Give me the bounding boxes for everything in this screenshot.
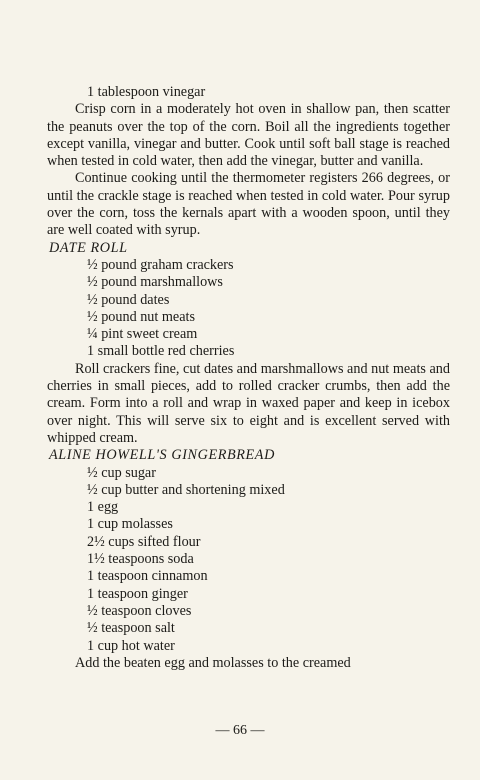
recipe-title-gingerbread: ALINE HOWELL'S GINGERBREAD bbox=[49, 447, 275, 464]
ingredient-line: ½ pound dates bbox=[87, 291, 170, 308]
brittle-directions-paragraph: Crisp corn in a moderately hot oven in shallow pan, then scatter the peanuts over the top of the corn. Boil all the ingredients together except vanilla, vinegar and butter. Cook until soft ball stage is reached when tested in cold water, then add the vinegar, butter and vanilla. bbox=[47, 101, 450, 170]
ingredient-line: 1 cup hot water bbox=[87, 637, 175, 654]
ingredient-line: ½ teaspoon salt bbox=[87, 620, 175, 637]
ingredient-line: ½ pound graham crackers bbox=[87, 256, 234, 273]
ingredient-line: 1½ teaspoons soda bbox=[87, 551, 194, 568]
date-roll-directions: Roll crackers fine, cut dates and marshmallows and nut meats and cherries in small pieces, add to rolled cracker crumbs, then add the cream. Form into a roll and wrap in waxed paper and keep in icebox over night. This will serve six to eight and is excellent served with whipped cream. bbox=[47, 360, 450, 446]
ingredient-line: ½ teaspoon cloves bbox=[87, 602, 192, 619]
ingredient-line: 1 tablespoon vinegar bbox=[87, 84, 206, 100]
ingredient-line: 1 egg bbox=[87, 499, 119, 516]
ingredient-line: 2½ cups sifted flour bbox=[87, 533, 201, 550]
page-number: — 66 — bbox=[215, 723, 265, 738]
date-roll-ingredient-list bbox=[47, 257, 450, 361]
ingredient-line: 1 teaspoon ginger bbox=[87, 585, 188, 602]
ingredient-line: ½ pound nut meats bbox=[87, 308, 195, 325]
brittle-directions-paragraph: Continue cooking until the thermometer registers 266 degrees, or until the crackle stage is reached when tested in cold water. Pour syrup over the corn, toss the kernals apart with a wooden spoon, until they are well coated with syrup. bbox=[47, 170, 450, 239]
ingredient-line: 1 teaspoon cinnamon bbox=[87, 568, 208, 585]
gingerbread-directions-start: Add the beaten egg and molasses to the creamed bbox=[75, 654, 351, 671]
ingredient-line: ½ cup sugar bbox=[87, 464, 156, 481]
ingredient-line: ½ cup butter and shortening mixed bbox=[87, 481, 285, 498]
recipe-title-date-roll: DATE ROLL bbox=[49, 239, 128, 256]
ingredient-line: 1 cup molasses bbox=[87, 516, 173, 533]
ingredient-line: ½ pound marshmallows bbox=[87, 274, 223, 291]
ingredient-line: 1 small bottle red cherries bbox=[87, 343, 235, 360]
ingredient-line: ¼ pint sweet cream bbox=[87, 326, 198, 343]
gingerbread-ingredient-list bbox=[47, 465, 450, 655]
